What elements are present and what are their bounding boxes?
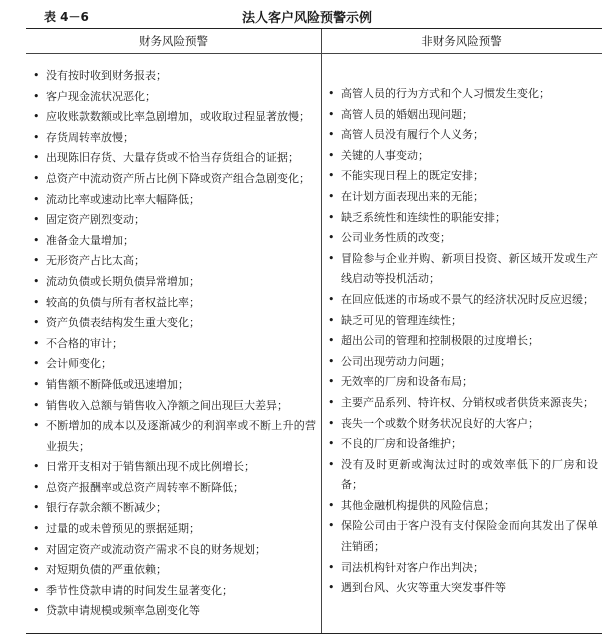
list-item: • 会计师变化； (32, 354, 316, 375)
list-item: • 缺乏可见的管理连续性； (327, 311, 598, 332)
list-item: • 总资产报酬率或总资产周转率不断降低； (32, 478, 316, 499)
list-item: • 销售额不断降低或迅速增加； (32, 375, 316, 396)
column-header-non-financial: 非财务风险预警 (321, 29, 602, 54)
list-item: • 无效率的厂房和设备布局； (327, 372, 598, 393)
list-item: • 客户现金流状况恶化； (32, 87, 316, 108)
list-item: • 高管人员的婚姻出现问题； (327, 105, 598, 126)
list-item: • 资产负债表结构发生重大变化； (32, 313, 316, 334)
list-item: • 流动负债或长期负债异常增加； (32, 272, 316, 293)
list-item: • 过量的或未曾预见的票据延期； (32, 519, 316, 540)
list-item: • 不良的厂房和设备维护； (327, 434, 598, 455)
list-item: • 无形资产占比太高； (32, 251, 316, 272)
list-item: • 没有按时收到财务报表； (32, 66, 316, 87)
list-item: • 缺乏系统性和连续性的职能安排； (327, 208, 598, 229)
list-item: • 不合格的审计； (32, 334, 316, 355)
list-item: • 关键的人事变动； (327, 146, 598, 167)
list-item: • 司法机构针对客户作出判决； (327, 558, 598, 579)
list-item: • 准备金大量增加； (32, 231, 316, 252)
list-item: • 在计划方面表现出来的无能； (327, 187, 598, 208)
list-item: • 固定资产剧烈变动； (32, 210, 316, 231)
list-item: • 对固定资产或流动资产需求不良的财务规划； (32, 540, 316, 561)
list-item: • 公司业务性质的改变； (327, 228, 598, 249)
list-item: • 保险公司由于客户没有支付保险金而向其发出了保单注销函； (327, 516, 598, 557)
list-item: • 存货周转率放慢； (32, 128, 316, 149)
column-header-financial: 财务风险预警 (26, 29, 321, 54)
list-item: • 其他金融机构提供的风险信息； (327, 496, 598, 517)
list-item: • 流动比率或速动比率大幅降低； (32, 190, 316, 211)
list-item: • 在回应低迷的市场或不景气的经济状况时反应迟缓； (327, 290, 598, 311)
list-item: • 公司出现劳动力问题； (327, 352, 598, 373)
list-item: • 丧失一个或数个财务状况良好的大客户； (327, 414, 598, 435)
list-item: • 遇到台风、火灾等重大突发事件等 (327, 578, 598, 599)
table-caption (0, 4, 614, 26)
list-item: • 较高的负债与所有者权益比率； (32, 293, 316, 314)
list-item: • 总资产中流动资产所占比例下降或资产组合急剧变化； (32, 169, 316, 190)
list-item: • 出现陈旧存货、大量存货或不恰当存货组合的证据； (32, 148, 316, 169)
list-item: • 高管人员的行为方式和个人习惯发生变化； (327, 84, 598, 105)
list-item: • 对短期负债的严重依赖； (32, 560, 316, 581)
list-item: • 高管人员没有履行个人义务； (327, 125, 598, 146)
list-item: • 不能实现日程上的既定安排； (327, 166, 598, 187)
list-item: • 日常开支相对于销售额出现不成比例增长； (32, 457, 316, 478)
list-item: • 主要产品系列、特许权、分销权或者供货来源丧失； (327, 393, 598, 414)
list-item: • 冒险参与企业并购、新项目投资、新区域开发或生产线启动等投机活动； (327, 249, 598, 290)
non-financial-warning-list (327, 84, 598, 599)
list-item: • 银行存款余额不断减少； (32, 498, 316, 519)
list-item: • 没有及时更新或淘汰过时的或效率低下的厂房和设备； (327, 455, 598, 496)
warning-table (26, 28, 602, 634)
list-item: • 季节性贷款申请的时间发生显著变化； (32, 581, 316, 602)
table-title: 法人客户风险预警示例 (241, 11, 372, 26)
list-item: • 销售收入总额与销售收入净额之间出现巨大差异； (32, 396, 316, 417)
list-item: • 应收账款数额或比率急剧增加，或收取过程显著放慢； (32, 107, 316, 128)
table-number: 表 4－6 (44, 10, 89, 24)
financial-warning-list (32, 66, 316, 622)
list-item: • 贷款申请规模或频率急剧变化等 (32, 601, 316, 622)
column-divider (321, 29, 322, 633)
list-item: • 不断增加的成本以及逐渐减少的利润率或不断上升的营业损失； (32, 416, 316, 457)
list-item: • 超出公司的管理和控制极限的过度增长； (327, 331, 598, 352)
